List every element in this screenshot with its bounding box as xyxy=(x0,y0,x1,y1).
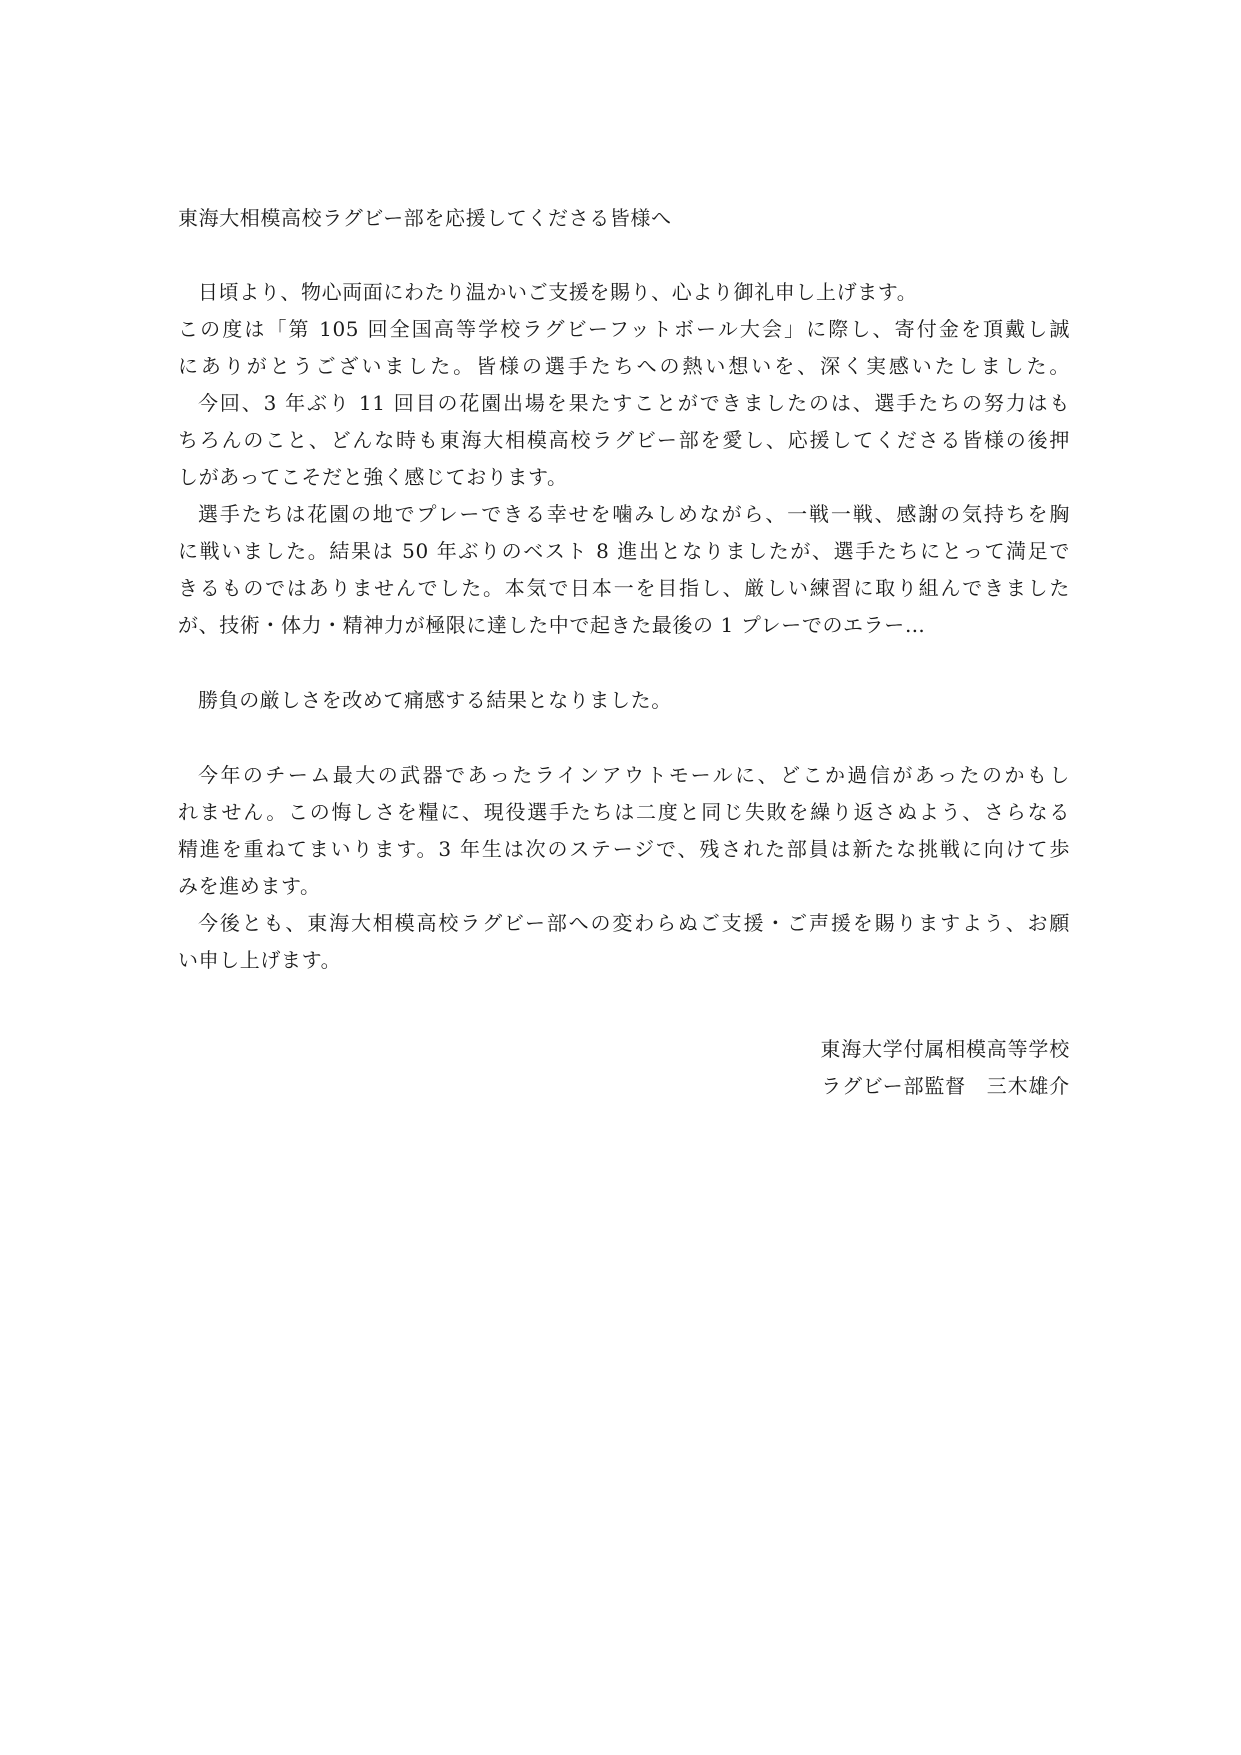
paragraph-line: 今回、3 年ぶり 11 回目の花園出場を果たすことができましたのは、選手たちの努力はも xyxy=(198,391,1070,415)
paragraph-line: ちろんのこと、どんな時も東海大相模高校ラグビー部を愛し、応援してくださる皆様の後押 xyxy=(178,428,1070,452)
paragraph-gratitude xyxy=(178,274,1070,385)
paragraph-line: みを進めます。 xyxy=(178,874,321,898)
paragraph-line: 今後とも、東海大相模高校ラグビー部への変わらぬご支援・ご声援を賜りますよう、お願 xyxy=(198,911,1070,935)
paragraph-line: に戦いました。結果は 50 年ぶりのベスト 8 進出となりましたが、選手たちにとって満足で xyxy=(178,539,1070,563)
paragraph-line: 日頃より、物心両面にわたり温かいご支援を賜り、心より御礼申し上げます。 xyxy=(198,280,918,304)
paragraph-result xyxy=(178,496,1070,644)
blank-line xyxy=(178,237,1070,274)
letter-body xyxy=(178,200,1070,979)
blank-line xyxy=(178,719,1070,757)
paragraph-line: い申し上げます。 xyxy=(178,948,342,972)
paragraph-line: この度は「第 105 回全国高等学校ラグビーフットボール大会」に際し、寄付金を頂戴し誠 xyxy=(178,317,1070,341)
signature-school: 東海大学付属相模高等学校 xyxy=(820,1037,1070,1061)
paragraph-reflection: 勝負の厳しさを改めて痛感する結果となりました。 xyxy=(198,688,672,712)
paragraph-hanazono xyxy=(178,385,1070,496)
paragraph-line: れません。この悔しさを糧に、現役選手たちは二度と同じ失敗を繰り返さぬよう、さらなる xyxy=(178,800,1070,824)
signature-title-name: ラグビー部監督 三木雄介 xyxy=(821,1074,1070,1098)
salutation: 東海大相模高校ラグビー部を応援してくださる皆様へ xyxy=(178,206,672,230)
paragraph-line: にありがとうございました。皆様の選手たちへの熱い想いを、深く実感いたしました。 xyxy=(178,354,1070,378)
signature-block xyxy=(820,1031,1070,1105)
paragraph-line: 今年のチーム最大の武器であったラインアウトモールに、どこか過信があったのかもし xyxy=(198,763,1070,787)
paragraph-line: が、技術・体力・精神力が極限に達した中で起きた最後の 1 プレーでのエラー… xyxy=(178,613,926,637)
paragraph-line: きるものではありませんでした。本気で日本一を目指し、厳しい練習に取り組んできました xyxy=(178,576,1070,600)
paragraph-line: 選手たちは花園の地でプレーできる幸せを噛みしめながら、一戦一戦、感謝の気持ちを胸 xyxy=(198,502,1070,526)
paragraph-closing xyxy=(178,905,1070,979)
paragraph-line: しがあってこそだと強く感じております。 xyxy=(178,465,568,489)
paragraph-line: 精進を重ねてまいります。3 年生は次のステージで、残された部員は新たな挑戦に向けて歩 xyxy=(178,837,1070,861)
paragraph-future xyxy=(178,757,1070,905)
blank-line xyxy=(178,644,1070,682)
